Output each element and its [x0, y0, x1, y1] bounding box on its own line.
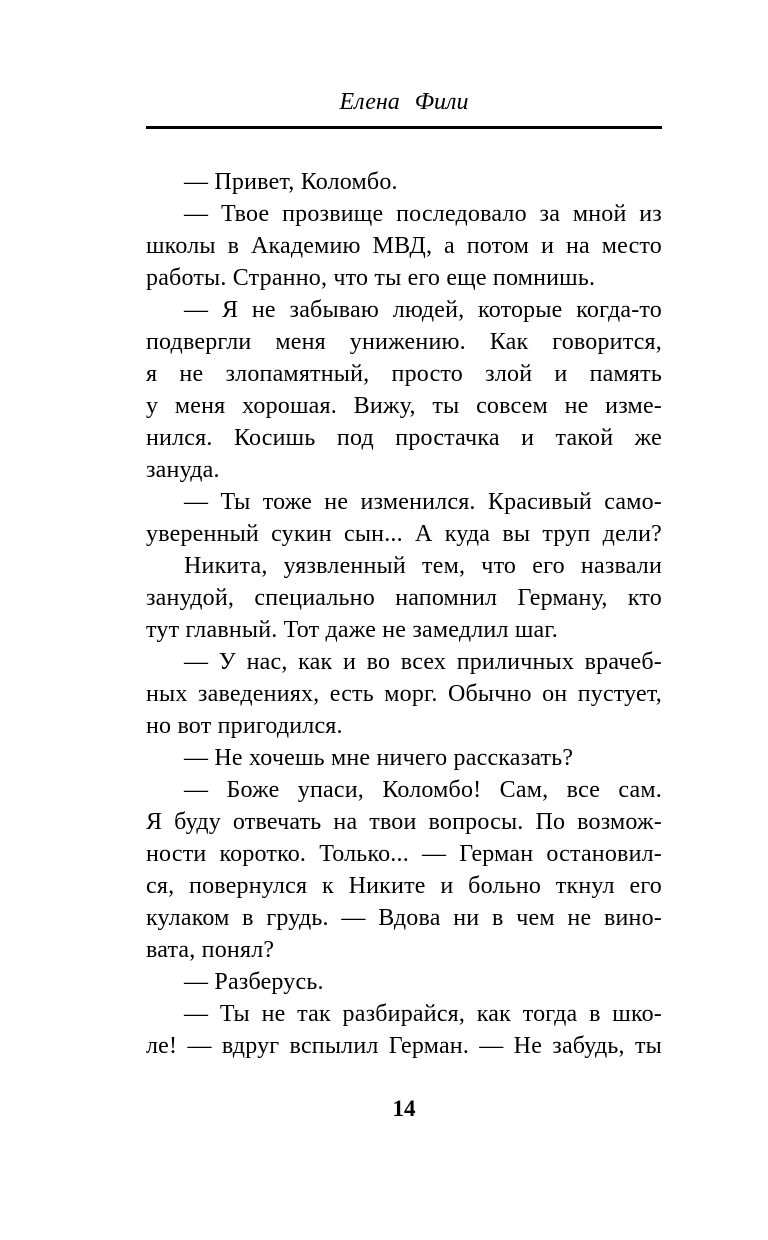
text-line: тут главный. Тот даже не замедлил шаг.: [146, 617, 558, 643]
text-line: — Твое прозвище последовало за мной из: [184, 201, 662, 227]
text-line: ле! — вдруг вспылил Герман. — Не забудь, ты: [146, 1033, 662, 1059]
header-rule: [146, 126, 662, 129]
text-line: — Боже упаси, Коломбо! Сам, все сам.: [184, 777, 662, 803]
text-line: ности коротко. Только... — Герман остановил-: [146, 841, 662, 867]
text-line: ся, повернулся к Никите и больно ткнул его: [146, 873, 662, 899]
text-line: — Разберусь.: [184, 969, 324, 995]
text-block: [146, 166, 662, 1062]
text-line: — Не хочешь мне ничего рассказать?: [184, 745, 574, 771]
text-line: зануда.: [146, 457, 220, 483]
text-line: нился. Косишь под простачка и такой же: [146, 425, 662, 451]
text-line: школы в Академию МВД, а потом и на место: [146, 233, 662, 259]
text-line: работы. Странно, что ты его еще помнишь.: [146, 265, 596, 291]
running-head-author: Елена Фили: [339, 89, 469, 115]
page-number: 14: [392, 1096, 416, 1121]
text-line: я не злопамятный, просто злой и память: [146, 361, 662, 387]
text-line: занудой, специально напомнил Герману, кто: [146, 585, 662, 611]
text-line: — У нас, как и во всех приличных врачеб-: [184, 649, 662, 675]
text-line: кулаком в грудь. — Вдова ни в чем не вино-: [146, 905, 662, 931]
text-line: подвергли меня унижению. Как говорится,: [146, 329, 662, 355]
text-line: Никита, уязвленный тем, что его назвали: [184, 553, 662, 579]
text-line: ных заведениях, есть морг. Обычно он пустует,: [146, 681, 662, 707]
text-line: Я буду отвечать на твои вопросы. По возмож-: [146, 809, 662, 835]
text-line: но вот пригодился.: [146, 713, 343, 739]
text-line: — Я не забываю людей, которые когда-то: [184, 297, 662, 323]
text-line: — Ты тоже не изменился. Красивый само-: [184, 489, 662, 515]
text-line: — Привет, Коломбо.: [184, 169, 398, 195]
text-line: — Ты не так разбирайся, как тогда в шко-: [184, 1001, 662, 1027]
text-line: у меня хорошая. Вижу, ты совсем не изме-: [146, 393, 662, 419]
text-line: вата, понял?: [146, 937, 275, 963]
text-line: уверенный сукин сын... А куда вы труп дели?: [146, 521, 662, 547]
